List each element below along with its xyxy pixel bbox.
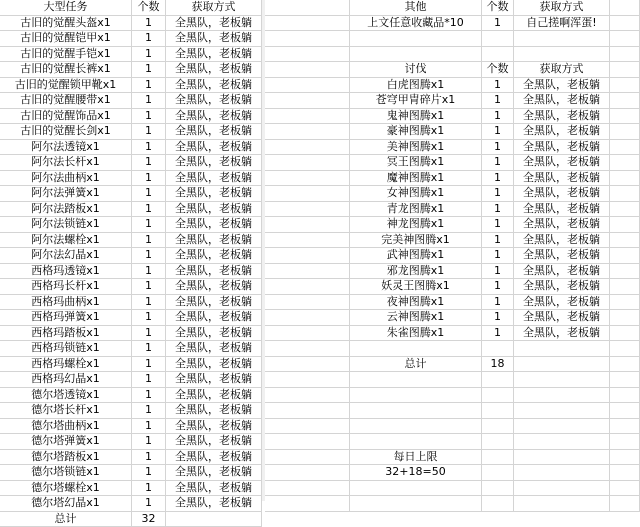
empty-cell[interactable] (514, 341, 610, 357)
raid-table-cell[interactable]: 1 (482, 140, 514, 156)
left-table-cell[interactable]: 德尔塔螺栓x1 (0, 481, 132, 497)
empty-cell[interactable] (265, 357, 350, 373)
empty-cell[interactable] (265, 78, 350, 94)
left-table-cell[interactable]: 1 (132, 372, 166, 388)
empty-cell[interactable] (265, 403, 350, 419)
empty-cell[interactable] (265, 372, 350, 388)
raid-total-label[interactable]: 总计 (350, 357, 482, 373)
left-table-cell[interactable]: 全黑队，老板躺 (166, 31, 262, 47)
left-table-cell[interactable]: 古旧的觉醒腰带x1 (0, 93, 132, 109)
raid-table-cell[interactable]: 冥王图腾x1 (350, 155, 482, 171)
left-table-cell[interactable]: 1 (132, 233, 166, 249)
empty-cell[interactable] (610, 217, 640, 233)
left-table-cell[interactable]: 1 (132, 155, 166, 171)
left-table-cell[interactable]: 1 (132, 450, 166, 466)
left-table-cell[interactable]: 西格玛幻晶x1 (0, 372, 132, 388)
empty-cell[interactable] (350, 47, 482, 63)
left-table-cell[interactable]: 全黑队，老板躺 (166, 341, 262, 357)
left-header-count[interactable]: 个数 (132, 0, 166, 16)
raid-table-cell[interactable]: 1 (482, 186, 514, 202)
raid-table-cell[interactable]: 1 (482, 171, 514, 187)
raid-table-cell[interactable]: 1 (482, 78, 514, 94)
left-table-cell[interactable]: 古旧的觉醒手铠x1 (0, 47, 132, 63)
raid-table-cell[interactable]: 1 (482, 93, 514, 109)
raid-table-cell[interactable]: 1 (482, 264, 514, 280)
empty-cell[interactable] (265, 388, 350, 404)
raid-table-cell[interactable]: 豪神图腾x1 (350, 124, 482, 140)
empty-cell[interactable] (610, 31, 640, 47)
daily-limit-formula[interactable]: 32+18=50 (350, 465, 482, 481)
empty-cell[interactable] (610, 109, 640, 125)
raid-header-count[interactable]: 个数 (482, 62, 514, 78)
left-table-cell[interactable]: 古旧的觉醒头盔x1 (0, 16, 132, 32)
empty-cell[interactable] (265, 310, 350, 326)
left-table-cell[interactable]: 全黑队，老板躺 (166, 264, 262, 280)
empty-cell[interactable] (610, 419, 640, 435)
raid-table-cell[interactable]: 夜神图腾x1 (350, 295, 482, 311)
left-table-cell[interactable]: 1 (132, 496, 166, 512)
empty-cell[interactable] (514, 434, 610, 450)
raid-table-cell[interactable]: 全黑队，老板躺 (514, 264, 610, 280)
left-table-cell[interactable]: 阿尔法弹簧x1 (0, 186, 132, 202)
left-table-cell[interactable]: 1 (132, 62, 166, 78)
empty-cell[interactable] (610, 186, 640, 202)
left-table-cell[interactable]: 1 (132, 264, 166, 280)
empty-cell[interactable] (265, 186, 350, 202)
raid-table-cell[interactable]: 1 (482, 248, 514, 264)
left-table-cell[interactable]: 阿尔法螺栓x1 (0, 233, 132, 249)
empty-cell[interactable] (482, 465, 514, 481)
other-header-count[interactable]: 个数 (482, 0, 514, 16)
left-table-cell[interactable]: 全黑队，老板躺 (166, 78, 262, 94)
empty-cell[interactable] (265, 496, 350, 512)
left-table-cell[interactable]: 1 (132, 93, 166, 109)
left-total-label[interactable]: 总计 (0, 512, 132, 527)
empty-cell[interactable] (610, 295, 640, 311)
raid-table-cell[interactable]: 全黑队，老板躺 (514, 93, 610, 109)
empty-cell[interactable] (482, 403, 514, 419)
left-table-cell[interactable]: 全黑队，老板躺 (166, 109, 262, 125)
empty-cell[interactable] (610, 78, 640, 94)
empty-cell[interactable] (514, 465, 610, 481)
empty-cell[interactable] (514, 388, 610, 404)
empty-cell[interactable] (265, 434, 350, 450)
left-table-cell[interactable]: 全黑队，老板躺 (166, 233, 262, 249)
left-table-cell[interactable]: 1 (132, 357, 166, 373)
empty-cell[interactable] (265, 450, 350, 466)
left-table-cell[interactable]: 1 (132, 434, 166, 450)
left-table-cell[interactable]: 全黑队，老板躺 (166, 496, 262, 512)
left-table-cell[interactable]: 全黑队，老板躺 (166, 62, 262, 78)
raid-header-task[interactable]: 讨伐 (350, 62, 482, 78)
raid-table-cell[interactable]: 1 (482, 233, 514, 249)
left-table-cell[interactable]: 全黑队，老板躺 (166, 202, 262, 218)
empty-cell[interactable] (514, 481, 610, 497)
left-table-cell[interactable]: 全黑队，老板躺 (166, 310, 262, 326)
empty-cell[interactable] (610, 388, 640, 404)
empty-cell[interactable] (514, 496, 610, 512)
empty-cell[interactable] (265, 16, 350, 32)
empty-cell[interactable] (350, 403, 482, 419)
empty-cell[interactable] (610, 16, 640, 32)
left-table-cell[interactable]: 全黑队，老板躺 (166, 171, 262, 187)
empty-cell[interactable] (265, 109, 350, 125)
empty-cell[interactable] (610, 0, 640, 16)
left-table-cell[interactable]: 1 (132, 217, 166, 233)
raid-table-cell[interactable]: 全黑队，老板躺 (514, 326, 610, 342)
empty-cell[interactable] (482, 388, 514, 404)
empty-cell[interactable] (265, 93, 350, 109)
empty-cell[interactable] (265, 326, 350, 342)
left-table-cell[interactable]: 1 (132, 341, 166, 357)
raid-table-cell[interactable]: 全黑队，老板躺 (514, 124, 610, 140)
raid-total-value[interactable]: 18 (482, 357, 514, 373)
empty-cell[interactable] (514, 372, 610, 388)
left-table-cell[interactable]: 阿尔法透镜x1 (0, 140, 132, 156)
raid-table-cell[interactable]: 云神图腾x1 (350, 310, 482, 326)
left-table-cell[interactable]: 全黑队，老板躺 (166, 155, 262, 171)
left-table-cell[interactable]: 西格玛透镜x1 (0, 264, 132, 280)
empty-cell[interactable] (610, 496, 640, 512)
left-table-cell[interactable]: 全黑队，老板躺 (166, 465, 262, 481)
left-table-cell[interactable]: 全黑队，老板躺 (166, 419, 262, 435)
left-table-cell[interactable]: 西格玛弹簧x1 (0, 310, 132, 326)
empty-cell[interactable] (610, 481, 640, 497)
raid-table-cell[interactable]: 全黑队，老板躺 (514, 233, 610, 249)
left-table-cell[interactable]: 德尔塔透镜x1 (0, 388, 132, 404)
empty-cell[interactable] (482, 496, 514, 512)
left-table-cell[interactable]: 古旧的觉醒饰品x1 (0, 109, 132, 125)
raid-table-cell[interactable]: 苍穹甲胄碎片x1 (350, 93, 482, 109)
left-table-cell[interactable]: 德尔塔锁链x1 (0, 465, 132, 481)
raid-table-cell[interactable]: 1 (482, 217, 514, 233)
raid-table-cell[interactable]: 1 (482, 109, 514, 125)
empty-cell[interactable] (350, 434, 482, 450)
empty-cell[interactable] (610, 372, 640, 388)
left-table-cell[interactable]: 1 (132, 310, 166, 326)
empty-cell[interactable] (610, 248, 640, 264)
empty-cell[interactable] (610, 155, 640, 171)
left-table-cell[interactable]: 古旧的觉醒长剑x1 (0, 124, 132, 140)
empty-cell[interactable] (610, 264, 640, 280)
left-table-cell[interactable]: 全黑队，老板躺 (166, 357, 262, 373)
empty-cell[interactable] (350, 496, 482, 512)
empty-cell[interactable] (610, 124, 640, 140)
empty-cell[interactable] (482, 450, 514, 466)
empty-cell[interactable] (265, 264, 350, 280)
left-table-cell[interactable]: 德尔塔长杆x1 (0, 403, 132, 419)
empty-cell[interactable] (610, 47, 640, 63)
left-table-cell[interactable]: 1 (132, 279, 166, 295)
left-table-cell[interactable]: 全黑队，老板躺 (166, 388, 262, 404)
empty-cell[interactable] (610, 171, 640, 187)
empty-cell[interactable] (482, 47, 514, 63)
raid-table-cell[interactable]: 全黑队，老板躺 (514, 186, 610, 202)
left-table-cell[interactable]: 全黑队，老板躺 (166, 248, 262, 264)
left-table-cell[interactable]: 1 (132, 47, 166, 63)
raid-table-cell[interactable]: 完美神图腾x1 (350, 233, 482, 249)
empty-cell[interactable] (610, 326, 640, 342)
other-row-cell[interactable]: 自己搓啊浑蛋! (514, 16, 610, 32)
left-table-cell[interactable]: 西格玛踏板x1 (0, 326, 132, 342)
left-table-cell[interactable]: 西格玛锁链x1 (0, 341, 132, 357)
empty-cell[interactable] (514, 450, 610, 466)
left-table-cell[interactable]: 全黑队，老板躺 (166, 434, 262, 450)
empty-cell[interactable] (265, 47, 350, 63)
empty-cell[interactable] (610, 357, 640, 373)
raid-header-method[interactable]: 获取方式 (514, 62, 610, 78)
empty-cell[interactable] (265, 140, 350, 156)
left-table-cell[interactable]: 古旧的觉醒铠甲x1 (0, 31, 132, 47)
empty-cell[interactable] (350, 481, 482, 497)
empty-cell[interactable] (265, 171, 350, 187)
raid-table-cell[interactable]: 白虎图腾x1 (350, 78, 482, 94)
raid-table-cell[interactable]: 全黑队，老板躺 (514, 78, 610, 94)
left-table-cell[interactable]: 1 (132, 295, 166, 311)
raid-table-cell[interactable]: 魔神图腾x1 (350, 171, 482, 187)
raid-table-cell[interactable]: 青龙图腾x1 (350, 202, 482, 218)
empty-cell[interactable] (350, 341, 482, 357)
left-table-cell[interactable]: 全黑队，老板躺 (166, 326, 262, 342)
empty-cell[interactable] (265, 0, 350, 16)
empty-cell[interactable] (610, 310, 640, 326)
left-table-cell[interactable]: 1 (132, 109, 166, 125)
empty-cell[interactable] (265, 155, 350, 171)
left-table-cell[interactable]: 1 (132, 78, 166, 94)
left-table-cell[interactable]: 阿尔法长杆x1 (0, 155, 132, 171)
left-table-cell[interactable]: 全黑队，老板躺 (166, 295, 262, 311)
raid-table-cell[interactable]: 1 (482, 202, 514, 218)
empty-cell[interactable] (350, 372, 482, 388)
left-table-cell[interactable]: 1 (132, 124, 166, 140)
empty-cell[interactable] (265, 124, 350, 140)
raid-table-cell[interactable]: 1 (482, 124, 514, 140)
left-header-method[interactable]: 获取方式 (166, 0, 262, 16)
empty-cell[interactable] (610, 93, 640, 109)
left-table-cell[interactable]: 德尔塔曲柄x1 (0, 419, 132, 435)
left-table-cell[interactable]: 全黑队，老板躺 (166, 403, 262, 419)
left-table-cell[interactable]: 全黑队，老板躺 (166, 217, 262, 233)
raid-table-cell[interactable]: 邪龙图腾x1 (350, 264, 482, 280)
left-table-cell[interactable]: 1 (132, 248, 166, 264)
empty-cell[interactable] (482, 434, 514, 450)
left-table-cell[interactable]: 西格玛曲柄x1 (0, 295, 132, 311)
empty-cell[interactable] (610, 279, 640, 295)
left-total-value[interactable]: 32 (132, 512, 166, 527)
raid-table-cell[interactable]: 全黑队，老板躺 (514, 202, 610, 218)
left-table-cell[interactable]: 全黑队，老板躺 (166, 16, 262, 32)
raid-table-cell[interactable]: 1 (482, 279, 514, 295)
raid-table-cell[interactable]: 美神图腾x1 (350, 140, 482, 156)
daily-limit-label[interactable]: 每日上限 (350, 450, 482, 466)
raid-table-cell[interactable]: 全黑队，老板躺 (514, 295, 610, 311)
empty-cell[interactable] (265, 233, 350, 249)
left-table-cell[interactable]: 西格玛长杆x1 (0, 279, 132, 295)
left-table-cell[interactable]: 1 (132, 140, 166, 156)
empty-cell[interactable] (482, 31, 514, 47)
raid-table-cell[interactable]: 全黑队，老板躺 (514, 155, 610, 171)
empty-cell[interactable] (265, 419, 350, 435)
hidden-column-strip (262, 0, 265, 501)
left-table-cell[interactable]: 阿尔法踏板x1 (0, 202, 132, 218)
left-table-cell[interactable]: 西格玛螺栓x1 (0, 357, 132, 373)
empty-cell[interactable] (514, 403, 610, 419)
left-table-cell[interactable]: 阿尔法锁链x1 (0, 217, 132, 233)
raid-table-cell[interactable]: 全黑队，老板躺 (514, 248, 610, 264)
left-table-cell[interactable]: 全黑队，老板躺 (166, 481, 262, 497)
empty-cell[interactable] (482, 419, 514, 435)
empty-cell[interactable] (610, 341, 640, 357)
empty-cell[interactable] (265, 341, 350, 357)
raid-table-cell[interactable]: 1 (482, 310, 514, 326)
empty-cell[interactable] (265, 31, 350, 47)
raid-table-cell[interactable]: 朱雀图腾x1 (350, 326, 482, 342)
empty-cell[interactable] (350, 388, 482, 404)
empty-cell[interactable] (265, 202, 350, 218)
empty-cell[interactable] (514, 419, 610, 435)
raid-table-cell[interactable]: 全黑队，老板躺 (514, 140, 610, 156)
left-table-cell[interactable]: 全黑队，老板躺 (166, 450, 262, 466)
empty-cell[interactable] (610, 465, 640, 481)
empty-cell[interactable] (265, 481, 350, 497)
empty-cell[interactable] (610, 434, 640, 450)
left-table-cell[interactable]: 全黑队，老板躺 (166, 279, 262, 295)
other-row-cell[interactable]: 1 (482, 16, 514, 32)
left-table-cell[interactable]: 全黑队，老板躺 (166, 372, 262, 388)
empty-cell[interactable] (265, 217, 350, 233)
left-table-cell[interactable]: 1 (132, 16, 166, 32)
empty-cell[interactable] (610, 233, 640, 249)
empty-cell[interactable] (350, 419, 482, 435)
empty-cell[interactable] (482, 341, 514, 357)
left-table-cell[interactable]: 古旧的觉醒锁甲靴x1 (0, 78, 132, 94)
raid-table-cell[interactable]: 鬼神图腾x1 (350, 109, 482, 125)
raid-table-cell[interactable]: 全黑队，老板躺 (514, 217, 610, 233)
empty-cell[interactable] (166, 512, 262, 527)
empty-cell[interactable] (350, 31, 482, 47)
left-table-cell[interactable]: 1 (132, 481, 166, 497)
empty-cell[interactable] (514, 357, 610, 373)
empty-cell[interactable] (482, 372, 514, 388)
raid-table-cell[interactable]: 神龙图腾x1 (350, 217, 482, 233)
raid-table-cell[interactable]: 武神图腾x1 (350, 248, 482, 264)
left-table-cell[interactable]: 1 (132, 403, 166, 419)
raid-table-cell[interactable]: 女神图腾x1 (350, 186, 482, 202)
left-table-cell[interactable]: 全黑队，老板躺 (166, 124, 262, 140)
left-table-cell[interactable]: 德尔塔弹簧x1 (0, 434, 132, 450)
left-table-cell[interactable]: 1 (132, 465, 166, 481)
left-table-cell[interactable]: 1 (132, 419, 166, 435)
left-table-cell[interactable]: 全黑队，老板躺 (166, 93, 262, 109)
left-header-task[interactable]: 大型任务 (0, 0, 132, 16)
empty-cell[interactable] (265, 465, 350, 481)
raid-table-cell[interactable]: 1 (482, 155, 514, 171)
left-table-cell[interactable]: 全黑队，老板躺 (166, 47, 262, 63)
empty-cell[interactable] (265, 62, 350, 78)
left-table-cell[interactable]: 1 (132, 388, 166, 404)
empty-cell[interactable] (514, 47, 610, 63)
empty-cell[interactable] (610, 202, 640, 218)
raid-table-cell[interactable]: 全黑队，老板躺 (514, 310, 610, 326)
left-table-cell[interactable]: 德尔塔幻晶x1 (0, 496, 132, 512)
left-table-cell[interactable]: 全黑队，老板躺 (166, 186, 262, 202)
left-table-cell[interactable]: 1 (132, 202, 166, 218)
empty-cell[interactable] (514, 31, 610, 47)
empty-cell[interactable] (482, 481, 514, 497)
left-table-cell[interactable]: 阿尔法幻晶x1 (0, 248, 132, 264)
left-table-cell[interactable]: 古旧的觉醒长裤x1 (0, 62, 132, 78)
left-table-cell[interactable]: 全黑队，老板躺 (166, 140, 262, 156)
raid-table-cell[interactable]: 妖灵王图腾x1 (350, 279, 482, 295)
raid-table-cell[interactable]: 1 (482, 326, 514, 342)
raid-table-cell[interactable]: 全黑队，老板躺 (514, 171, 610, 187)
other-header-task[interactable]: 其他 (350, 0, 482, 16)
empty-cell[interactable] (610, 450, 640, 466)
empty-cell[interactable] (610, 62, 640, 78)
empty-cell[interactable] (610, 403, 640, 419)
other-row-cell[interactable]: 上文任意收藏品*10 (350, 16, 482, 32)
raid-table-cell[interactable]: 1 (482, 295, 514, 311)
left-table-cell[interactable]: 阿尔法曲柄x1 (0, 171, 132, 187)
raid-table-cell[interactable]: 全黑队，老板躺 (514, 109, 610, 125)
left-table-cell[interactable]: 1 (132, 31, 166, 47)
left-table-cell[interactable]: 1 (132, 171, 166, 187)
left-table-cell[interactable]: 1 (132, 326, 166, 342)
empty-cell[interactable] (610, 140, 640, 156)
left-table-cell[interactable]: 1 (132, 186, 166, 202)
other-header-method[interactable]: 获取方式 (514, 0, 610, 16)
left-table-cell[interactable]: 德尔塔踏板x1 (0, 450, 132, 466)
empty-cell[interactable] (265, 248, 350, 264)
empty-cell[interactable] (265, 279, 350, 295)
raid-table-cell[interactable]: 全黑队，老板躺 (514, 279, 610, 295)
empty-cell[interactable] (265, 295, 350, 311)
